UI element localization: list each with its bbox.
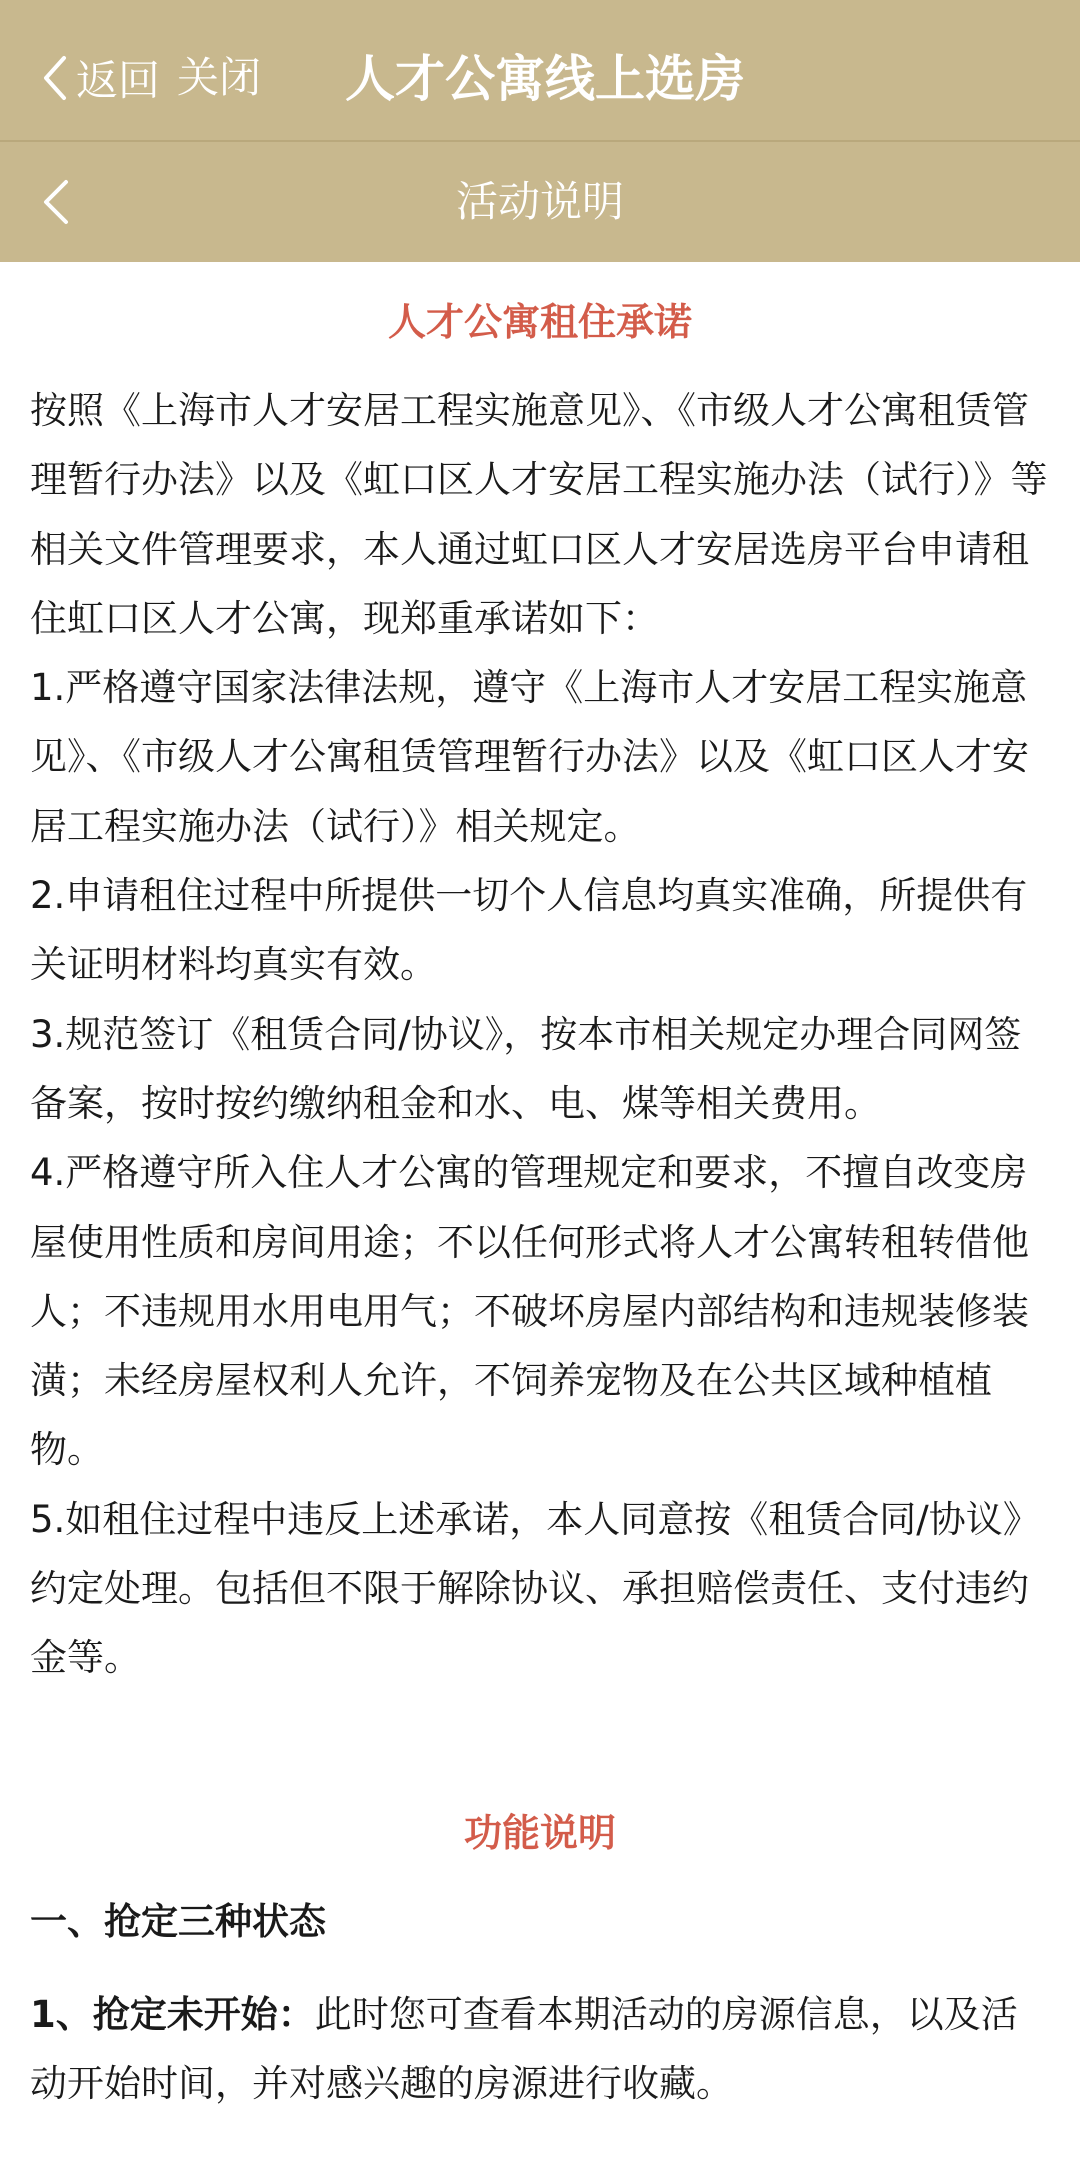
app-title: 人才公寓线上选房 xyxy=(345,50,745,108)
content-area xyxy=(30,262,1050,2118)
state-text: 此时您可查看本期活动的房源信息，以及活动开始时间，并对感兴趣的房源进行收藏。 xyxy=(30,1992,1018,2105)
pledge-item: 5.如租住过程中违反上述承诺，本人同意按《租赁合同/协议》约定处理。包括但不限于解除协议、承担赔偿责任、支付违约金等。 xyxy=(30,1497,1040,1680)
state-description xyxy=(30,1980,1050,2119)
back-button[interactable] xyxy=(40,48,160,108)
pledge-item: 4.严格遵守所入住人才公寓的管理规定和要求，不擅自改变房屋使用性质和房间用途；不以任何形式将人才公寓转租转借他人；不违规用水用电用气；不破坏房屋内部结构和违规装修装潢；未经房屋权利人允许，不饲养宠物及在公共区域种植植物。 xyxy=(30,1151,1029,1472)
page-title: 活动说明 xyxy=(455,177,624,226)
pledge-title: 人才公寓租住承诺 xyxy=(387,300,692,344)
chevron-left-icon xyxy=(40,54,70,102)
app-header xyxy=(0,0,1080,140)
back-label: 返回 xyxy=(76,56,161,105)
section-heading: 一、抢定三种状态 xyxy=(30,1899,326,1943)
pledge-item: 3.规范签订《租赁合同/协议》，按本市相关规定办理合同网签备案，按时按约缴纳租金和水、电、煤等相关费用。 xyxy=(30,1012,1022,1125)
pledge-item: 1.严格遵守国家法律法规，遵守《上海市人才安居工程实施意见》、《市级人才公寓租赁管理暂行办法》以及《虹口区人才安居工程实施办法（试行）》相关规定。 xyxy=(30,666,1029,848)
pledge-intro: 按照《上海市人才安居工程实施意见》、《市级人才公寓租赁管理暂行办法》以及《虹口区人才安居工程实施办法（试行）》等相关文件管理要求，本人通过虹口区人才安居选房平台申请租住虹口区人才公寓，现郑重承诺如下： xyxy=(30,389,1048,640)
pledge-item: 2.申请租住过程中所提供一切个人信息均真实准确，所提供有关证明材料均真实有效。 xyxy=(30,874,1028,987)
close-button[interactable]: 关闭 xyxy=(177,53,262,102)
sub-header xyxy=(0,142,1080,262)
state-label: 1、抢定未开始： xyxy=(30,1992,315,2036)
spacer xyxy=(30,1693,1050,1803)
functions-title: 功能说明 xyxy=(463,1810,616,1855)
